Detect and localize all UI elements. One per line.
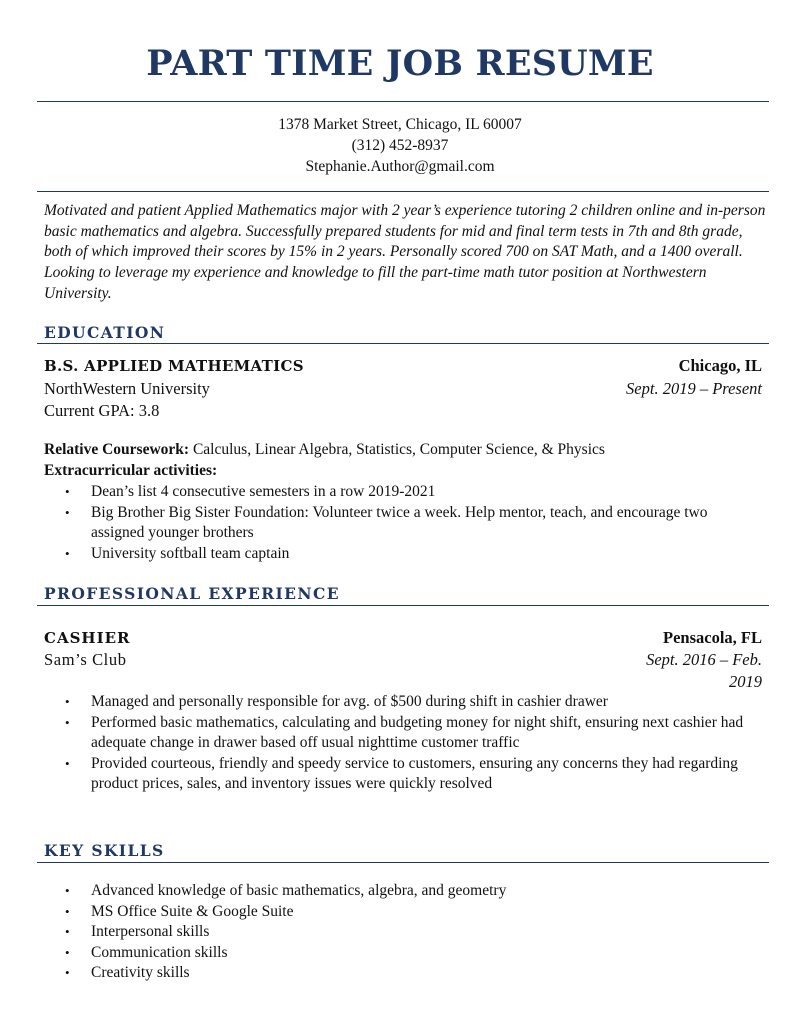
list-item: • Managed and personally responsible for avg. of $500 during shift in cashier drawer <box>44 692 764 713</box>
bullet-icon: • <box>65 903 70 919</box>
list-item: • Provided courteous, friendly and speedy service to customers, ensuring any concerns they had regarding product prices, sales, and inventory issues were quickly resolved <box>65 754 738 792</box>
education-degree-row <box>44 355 762 377</box>
education-school-row <box>44 378 762 400</box>
contact-block <box>0 114 800 177</box>
list-item: • Communication skills <box>44 943 764 964</box>
coursework-label: Relative Coursework: <box>44 441 190 458</box>
bullet-icon: • <box>65 545 70 561</box>
employer-row <box>44 649 762 693</box>
experience-heading: PROFESSIONAL EXPERIENCE <box>44 584 340 603</box>
bullet-icon: • <box>65 694 70 709</box>
bullet-icon: • <box>65 965 70 980</box>
employer-name: Sam’s Club <box>44 650 127 669</box>
skills-divider <box>37 862 769 863</box>
education-gpa: Current GPA: 3.8 <box>44 401 160 420</box>
skills-list <box>44 881 764 984</box>
bullet-icon: • <box>65 714 70 730</box>
contact-divider <box>37 191 769 192</box>
list-item: • MS Office Suite & Google Suite <box>44 902 764 923</box>
job-title: CASHIER <box>44 629 131 647</box>
coursework-text: Calculus, Linear Algebra, Statistics, Computer Science, & Physics <box>189 441 605 458</box>
job-dates-line1: Sept. 2016 – Feb. <box>646 650 762 669</box>
title-divider <box>37 101 769 102</box>
education-location: Chicago, IL <box>678 356 762 375</box>
experience-divider <box>37 605 769 606</box>
experience-list <box>44 692 764 795</box>
coursework-line <box>44 440 766 461</box>
bullet-icon: • <box>65 504 70 520</box>
bullet-icon: • <box>65 755 70 771</box>
list-item: • Dean’s list 4 consecutive semesters in a row 2019-2021 <box>44 482 764 503</box>
list-item: • Big Brother Big Sister Foundation: Volunteer twice a week. Help mentor, teach, and encourage two assigned younger brothers <box>65 503 708 541</box>
job-dates <box>646 649 762 693</box>
list-item: • Interpersonal skills <box>44 922 764 943</box>
bullet-icon: • <box>65 484 70 499</box>
activities-list <box>44 482 764 564</box>
degree-title: B.S. APPLIED MATHEMATICS <box>44 357 304 375</box>
list-item: • University softball team captain <box>44 544 764 565</box>
job-title-row <box>44 627 762 649</box>
school-name: NorthWestern University <box>44 379 210 398</box>
summary-paragraph: Motivated and patient Applied Mathematics major with 2 year’s experience tutoring 2 children online and in-person basic mathematics and algebra. Successfully prepared students for mid and final term tests in 7th and 8th grade, both of which improved their scores by 15% in 2 years. Personally scored 700 on SAT Math, and a 1400 overall. Looking to leverage my experience and knowledge to fill the part-time math tutor position at Northwestern University. <box>44 202 766 302</box>
skills-heading: KEY SKILLS <box>44 841 165 860</box>
job-location: Pensacola, FL <box>663 628 762 647</box>
bullet-icon: • <box>65 944 70 960</box>
job-dates-line2: 2019 <box>729 672 762 691</box>
bullet-icon: • <box>65 883 70 898</box>
extracurricular-label: Extracurricular activities: <box>44 462 218 479</box>
page-title: PART TIME JOB RESUME <box>146 43 654 84</box>
list-item: • Advanced knowledge of basic mathematics, algebra, and geometry <box>44 881 764 902</box>
contact-phone: (312) 452-8937 <box>351 137 449 154</box>
list-item: • Performed basic mathematics, calculating and budgeting money for night shift, ensuring next cashier had adequate change in drawer based off usual nighttime customer traffic <box>65 713 744 751</box>
education-divider <box>37 343 769 344</box>
education-dates: Sept. 2019 – Present <box>626 379 762 398</box>
contact-address: 1378 Market Street, Chicago, IL 60007 <box>278 116 522 133</box>
contact-email: Stephanie.Author@gmail.com <box>305 158 495 175</box>
list-item: • Creativity skills <box>44 963 764 984</box>
bullet-icon: • <box>65 924 70 939</box>
education-heading: EDUCATION <box>44 323 166 342</box>
